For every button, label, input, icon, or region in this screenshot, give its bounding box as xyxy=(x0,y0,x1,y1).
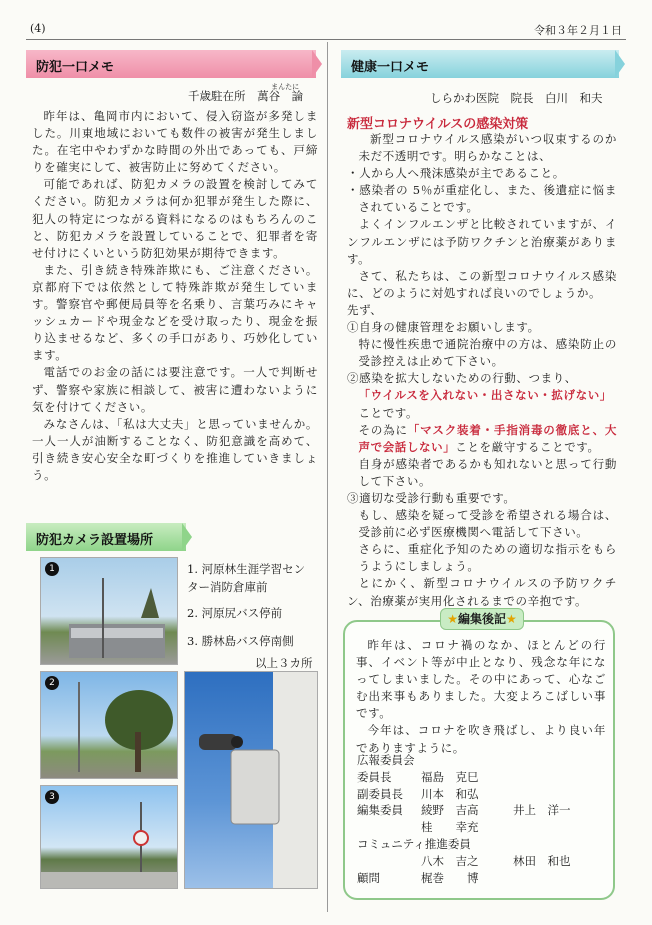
star-icon: ★ xyxy=(447,612,458,626)
page-number: (4) xyxy=(30,22,46,35)
health-memo-subtitle: 新型コロナウイルスの感染対策 xyxy=(347,117,529,132)
crime-paragraph: みなさんは、「私は大丈夫」と思っていませんか。一人一人が油断することなく、防犯意識を高めて、引き続き安心安全な町づくりを推進していきましょう。 xyxy=(32,416,318,482)
committee-role: コミュニティ推進委員 xyxy=(357,836,471,851)
committee-title: 広報委員会 xyxy=(357,753,415,767)
issue-date: 令和３年２月１日 xyxy=(534,24,622,37)
health-item-2-rule: その為に「マスク装着・手指消毒の徹底と、大声で会話しない」ことを厳守することです。 xyxy=(358,422,617,454)
committee-member: 福島 克巳 xyxy=(421,769,479,784)
photo-number-3: 3 xyxy=(45,790,59,804)
committee-member: 川本 和弘 xyxy=(421,786,479,801)
committee-role: 編集委員 xyxy=(357,803,403,818)
camera-heading: 防犯カメラ設置場所 xyxy=(26,523,186,551)
star-icon: ★ xyxy=(506,612,517,626)
health-item-3-body: もし、感染を疑って受診を希望される場合は、受診前に必ず医療機関へ電話して下さい。 xyxy=(358,508,617,540)
photo-number-2: 2 xyxy=(45,676,59,690)
crime-memo-byline xyxy=(188,83,304,104)
health-bullet-1: ・人から人へ飛沫感染が主であること。 xyxy=(347,166,565,181)
health-bullet-2: ・感染者の 5％が重症化し、また、後遺症に悩まされていることです。 xyxy=(347,183,617,215)
health-item-3-body: さらに、重症化予知のための適切な指示をもらうようにしましょう。 xyxy=(358,542,617,574)
committee-member: 桂 幸充 xyxy=(421,820,479,835)
committee-member: 綾野 吉高 xyxy=(421,803,479,818)
health-memo-author: しらかわ医院 院長 白川 和夫 xyxy=(430,91,603,105)
health-item-2-head: ②感染を拡大しないための行動、つまり、 xyxy=(347,371,577,386)
column-divider xyxy=(327,42,328,912)
editor-paragraph: 昨年は、コロナ禍のなか、ほとんどの行事、イベント等が中止となり、残念な年になってしまいました。その中にあって、心なごむ出来事もありました。大変よろこばしい事です。 xyxy=(356,638,606,721)
camera-photo-3 xyxy=(40,785,178,889)
camera-location-total: 以上３カ所 xyxy=(255,656,313,670)
camera-photo-2 xyxy=(40,671,178,779)
health-paragraph: さて、私たちは、この新型コロナウイルス感染に、どのように対処すれば良いのでしょうか。 xyxy=(347,268,617,300)
crime-memo-body xyxy=(32,108,318,484)
committee-member: 林田 和也 xyxy=(513,853,571,868)
author-name: 萬谷 論 xyxy=(257,89,304,103)
crime-memo-heading: 防犯一口メモ xyxy=(26,50,316,78)
health-intro: 新型コロナウイルス感染がいつ収束するのか未だ不透明です。明らかなことは、 xyxy=(358,132,617,164)
health-paragraph: よくインフルエンザと比較されていますが、インフルエンザには予防ワクチンと治療薬があります。 xyxy=(347,217,617,266)
crime-paragraph: また、引き続き特殊詐欺にも、ご注意ください。京都府下では依然として特殊詐欺が発生しています。警察官や郵便局員等を名乗り、言葉巧みにキャッシュカードや現金などを受け取ったり、現金を振り込ませるなど、多くの手口があり、巧妙化しています。 xyxy=(32,262,318,363)
photo-number-1: 1 xyxy=(45,562,59,576)
health-item-1-head: ①自身の健康管理をお願いします。 xyxy=(347,320,540,335)
photo-1-scene xyxy=(41,558,178,665)
committee-role: 副委員長 xyxy=(357,786,403,801)
camera-location-item: 1. 河原林生涯学習センター消防倉庫前 xyxy=(187,562,306,594)
crime-paragraph: 電話でのお金の話には要注意です。一人で判断せず、警察や家族に相談して、被害に遭わないように気を付けてください。 xyxy=(32,365,318,414)
editor-note-body xyxy=(356,637,606,757)
crime-paragraph: 昨年は、亀岡市内において、侵入窃盗が多発しました。川東地域においても数件の被害が発生しました。在宅中やわずかな時間の外出であっても、戸締りを確実にして、被害防止に努めてください。 xyxy=(32,109,318,175)
committee-role: 顧問 xyxy=(357,870,380,885)
health-closing: とにかく、新型コロナウイルスの予防ワクチン、治療薬が実用化されるまでの辛抱です。 xyxy=(347,576,617,608)
health-item-2-body: 自身が感染者であるかも知れないと思って行動して下さい。 xyxy=(358,456,617,488)
committee-member: 八木 吉之 xyxy=(421,853,479,868)
health-item-3-head: ③適切な受診行動も重要です。 xyxy=(347,490,516,505)
committee-member: 梶巻 博 xyxy=(421,870,479,885)
health-item-1-body: 特に慢性疾患で通院治療中の方は、感染防止の受診控えは止めて下さい。 xyxy=(358,337,617,369)
health-first: 先ず、 xyxy=(347,302,383,317)
camera-location-item: 2. 河原尻バス停前 xyxy=(187,606,283,620)
editor-note-title: ★編集後記★ xyxy=(440,608,524,630)
camera-location-item: 3. 勝林島バス停南側 xyxy=(187,634,294,648)
author-org: 千歳駐在所 xyxy=(188,89,246,103)
crime-paragraph: 可能であれば、防犯カメラの設置を検討してみてください。防犯カメラは何か犯罪が発生した際に、犯人の特定につながる資料になるのはもちろんのこと、防犯カメラを設置していることで、犯罪者を寄せ付けにくいという防犯効果が期待できます。 xyxy=(32,177,318,260)
camera-closeup-scene xyxy=(185,672,318,889)
committee-role: 委員長 xyxy=(357,769,392,784)
camera-photo-1 xyxy=(40,557,178,665)
photo-2-scene xyxy=(41,672,178,779)
health-item-2-emphasis: 「ウイルスを入れない・出さない・拡げない」 ことです。 xyxy=(358,388,612,420)
editor-paragraph: 今年は、コロナを吹き飛ばし、より良い年でありますように。 xyxy=(356,723,606,755)
health-memo-body xyxy=(347,131,617,610)
author-ruby: まんたに xyxy=(271,83,300,91)
page-header xyxy=(26,14,626,40)
health-memo-heading: 健康一口メモ xyxy=(341,50,619,78)
photo-3-scene xyxy=(41,786,178,889)
camera-location-list xyxy=(187,560,315,652)
committee-member: 井上 洋一 xyxy=(513,803,571,818)
camera-closeup-photo xyxy=(184,671,318,889)
